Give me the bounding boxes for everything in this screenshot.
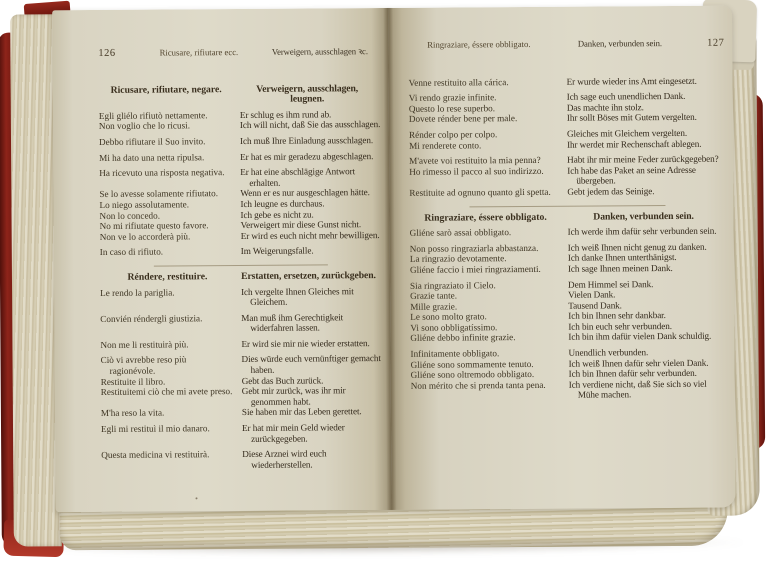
italian-phrase: Convién réndergli giustizia. [100,312,203,324]
german-phrase: Dem Himmel sei Dank. [567,278,654,290]
italian-phrase: Se lo avesse solamente rifiutato. [99,188,219,200]
entry-row [99,135,381,148]
italian-phrase: Non posso ringraziarla abbastanza. [409,242,539,254]
running-title-italian: Ricusare, rifiutare ecc. [159,47,239,58]
entry-row [100,230,382,243]
italian-phrase: Le sono molto grato. [410,311,487,323]
italian-phrase: Non lo concedo. [99,210,161,221]
german-phrase: Er hat es mir geradezu abgeschlagen. [240,150,374,162]
german-phrase: Dies würde euch vernünftiger gemacht haben. [241,353,381,375]
german-phrase: Ich bin euch sehr verbunden. [568,320,672,332]
running-title-italian: Ringraziare, éssere obbligato. [427,38,531,50]
german-phrase: Ich vergelte Ihnen Gleiches mit Gleichem. [241,285,354,308]
german-phrase: Ich will nicht, daß Sie das ausschlagen. [239,119,381,131]
german-phrase: Ich bin Ihnen sehr dankbar. [568,310,666,321]
entry-row [100,286,382,309]
italian-phrase: Ho rimesso il pacco al suo indirizzo. [409,165,544,177]
italian-phrase: La ringrazio devotamente. [409,253,507,265]
german-phrase: Im Weigerungsfalle. [240,245,314,257]
paper-speck [196,497,198,499]
german-phrase: Gebt das Buch zurück. [241,375,324,386]
german-phrase: Gebt mir zurück, was ihr mir genommen habt. [241,385,346,407]
italian-phrase: Debbo rifiutare il Suo invito. [98,136,206,147]
german-phrase: Er hat eine abschlägige Antwort erhalten. [240,166,356,188]
page-number: 127 [707,37,725,49]
italian-phrase: Ciò vi avrebbe reso più ragionévole. [100,354,187,376]
entry-row [101,422,383,445]
entry-row [409,138,725,151]
entry-row [410,263,726,276]
running-title-german: Danken, verbunden sein. [577,38,662,49]
german-phrase: Habt ihr mir meine Feder zurückgegeben? [567,153,719,165]
german-phrase: Ich verdiene nicht, daß Sie sich so viel Mühe machen. [568,378,707,401]
entry-row [410,226,726,239]
right-page-content [408,38,727,508]
page-number: 126 [98,47,116,59]
italian-phrase: Vi rendo grazie infinite. [408,92,497,104]
german-phrase: Ich bin ihm dafür vielen Dank schuldig. [568,331,712,343]
italian-phrase: Questa medicina vi restituirà. [101,449,210,461]
italian-phrase: Le rendo la pariglia. [100,286,175,298]
italian-phrase: Non mérito che si prenda tanta pena. [410,379,546,391]
german-phrase: Er wird sie mir nie wieder erstatten. [241,337,370,349]
italian-phrase: Vi sono obbligatíssimo. [410,322,498,333]
section-title-italian: Ringraziare, éssere obbligato. [424,211,547,224]
german-phrase: Ich muß Ihre Einladung ausschlagen. [239,135,374,146]
italian-phrase: Questo lo rese superbo. [408,103,496,114]
italian-phrase: Mi ha dato una netta ripulsa. [99,151,205,163]
italian-phrase: Non ve lo accorderà più. [99,231,191,242]
italian-phrase: Gliéne faccio i miei ringraziamenti. [409,263,541,275]
entry-row [411,378,727,401]
german-phrase: Ich danke Ihnen unterthänigst. [567,252,677,264]
german-phrase: Ich habe das Paket an seine Adresse übergeben. [567,164,696,186]
entry-row [409,164,725,187]
italian-phrase: In caso di rifiuto. [99,246,164,258]
german-phrase: Diese Arznei wird euch wiederherstellen. [242,448,327,470]
entry-row [409,186,725,199]
italian-phrase: Egli gliélo rifiutò nettamente. [98,110,208,121]
italian-phrase: M'ha reso la vita. [100,407,165,419]
german-phrase: Das machte ihn stolz. [566,101,644,113]
italian-phrase: Ha ricevuto una risposta negativa. [99,167,225,179]
entry-row [409,112,725,125]
running-header [408,38,724,52]
german-phrase: Ich weiß Ihnen nicht genug zu danken. [567,241,707,253]
italian-phrase: Gliéne sono sommamente tenuto. [410,358,534,370]
left-page-content [98,46,383,508]
italian-phrase: Non voglio che lo ricusi. [98,120,191,132]
italian-phrase: No mi rifiutate questo favore. [99,220,209,232]
italian-phrase: Infinitamente obbligato. [410,348,500,359]
entry-row [409,75,725,88]
running-header [98,46,380,60]
section-title-german: Verweigern, ausschlagen, leugnen. [256,82,359,105]
german-phrase: Ich leugne es durchaus. [240,198,325,209]
german-phrase: Verweigert mir diese Gunst nicht. [240,219,362,231]
german-phrase: Gebt jedem das Seinige. [567,186,655,197]
entry-row [99,151,381,164]
german-phrase: Vielen Dank. [568,289,616,300]
section-heading [99,84,381,107]
italian-phrase: Egli mi restituì il mio danaro. [100,423,210,435]
italian-phrase: Rénder colpo per colpo. [408,129,498,140]
italian-phrase: Gliéne sono oltremodo obbligato. [410,369,535,381]
german-phrase: Er hat mir mein Geld wieder zurückgegeben. [241,422,345,444]
german-phrase: Wenn er es nur ausgeschlagen hätte. [240,187,370,199]
italian-phrase: Mi renderete conto. [409,139,482,151]
german-phrase: Gleiches mit Gleichem vergelten. [566,127,688,139]
section-title-german: Erstatten, ersetzen, zurückgeben. [241,269,376,282]
german-phrase: Ihr sollt Böses mit Gutem vergelten. [566,112,697,124]
german-phrase: Ich sage euch unendlichen Dank. [566,91,686,102]
german-phrase: Sie haben mir das Leben gerettet. [241,406,362,418]
italian-phrase: Restituite il libro. [100,376,166,387]
german-phrase: Unendlich verbunden. [568,347,649,358]
german-phrase: Ich sage Ihnen meinen Dank. [567,262,673,274]
german-phrase: Er schlug es ihm rund ab. [239,109,332,120]
entry-row [100,245,382,258]
italian-phrase: Non me li restituirà più. [100,339,189,350]
section-divider [470,205,666,207]
section-heading [100,271,382,284]
italian-phrase: Venne restituito alla cárica. [408,76,509,88]
section-heading [410,211,726,224]
italian-phrase: Sia ringraziato il Cielo. [409,279,496,291]
entry-row [101,406,383,419]
italian-phrase: Mille grazie. [410,301,458,312]
german-phrase: Tausend Dank. [568,300,622,311]
german-phrase: Ich gebe es nicht zu. [240,209,314,220]
entry-row [100,338,382,351]
german-phrase: Ihr werdet mir Rechenschaft ablegen. [567,138,702,150]
german-phrase: Man muß ihm Gerechtigkeit widerfahren lassen. [241,311,344,334]
entry-row [410,331,726,344]
italian-phrase: Grazie tante. [410,290,458,301]
italian-phrase: Restituite ad ognuno quanto gli spetta. [409,186,551,198]
entry-row [101,353,383,376]
entry-row [100,312,382,335]
german-phrase: Ich weiß Ihnen dafür sehr vielen Dank. [568,357,709,369]
entry-row [99,166,381,189]
italian-phrase: Gliéne debbo infinite grazie. [410,332,516,344]
italian-phrase: Dovete rénder bene per male. [408,113,518,125]
running-title-german: Verweigern, ausschlagen ꝛc. [271,46,368,57]
entry-row [99,119,381,132]
german-phrase: Ich bin Ihnen dafür sehr verbunden. [568,368,697,379]
italian-phrase: Lo niego assolutamente. [99,199,190,210]
section-title-italian: Réndere, restituire. [127,271,208,283]
section-divider [153,264,328,266]
section-title-italian: Ricusare, rifiutare, negare. [110,83,222,96]
italian-phrase: Restituitemi ciò che mi avete preso. [100,386,233,398]
german-phrase: Er wurde wieder ins Amt eingesetzt. [566,75,697,87]
italian-phrase: M'avete voi restituito la mia penna? [409,155,541,166]
italian-phrase: Gliéne sarò assai obbligato. [409,227,512,238]
entry-row [101,385,383,408]
entry-row [101,448,383,471]
german-phrase: Ich werde ihm dafür sehr verbunden sein. [567,225,717,237]
section-title-german: Danken, verbunden sein. [593,210,694,223]
german-phrase: Er wird es euch nicht mehr bewilligen. [240,229,380,241]
